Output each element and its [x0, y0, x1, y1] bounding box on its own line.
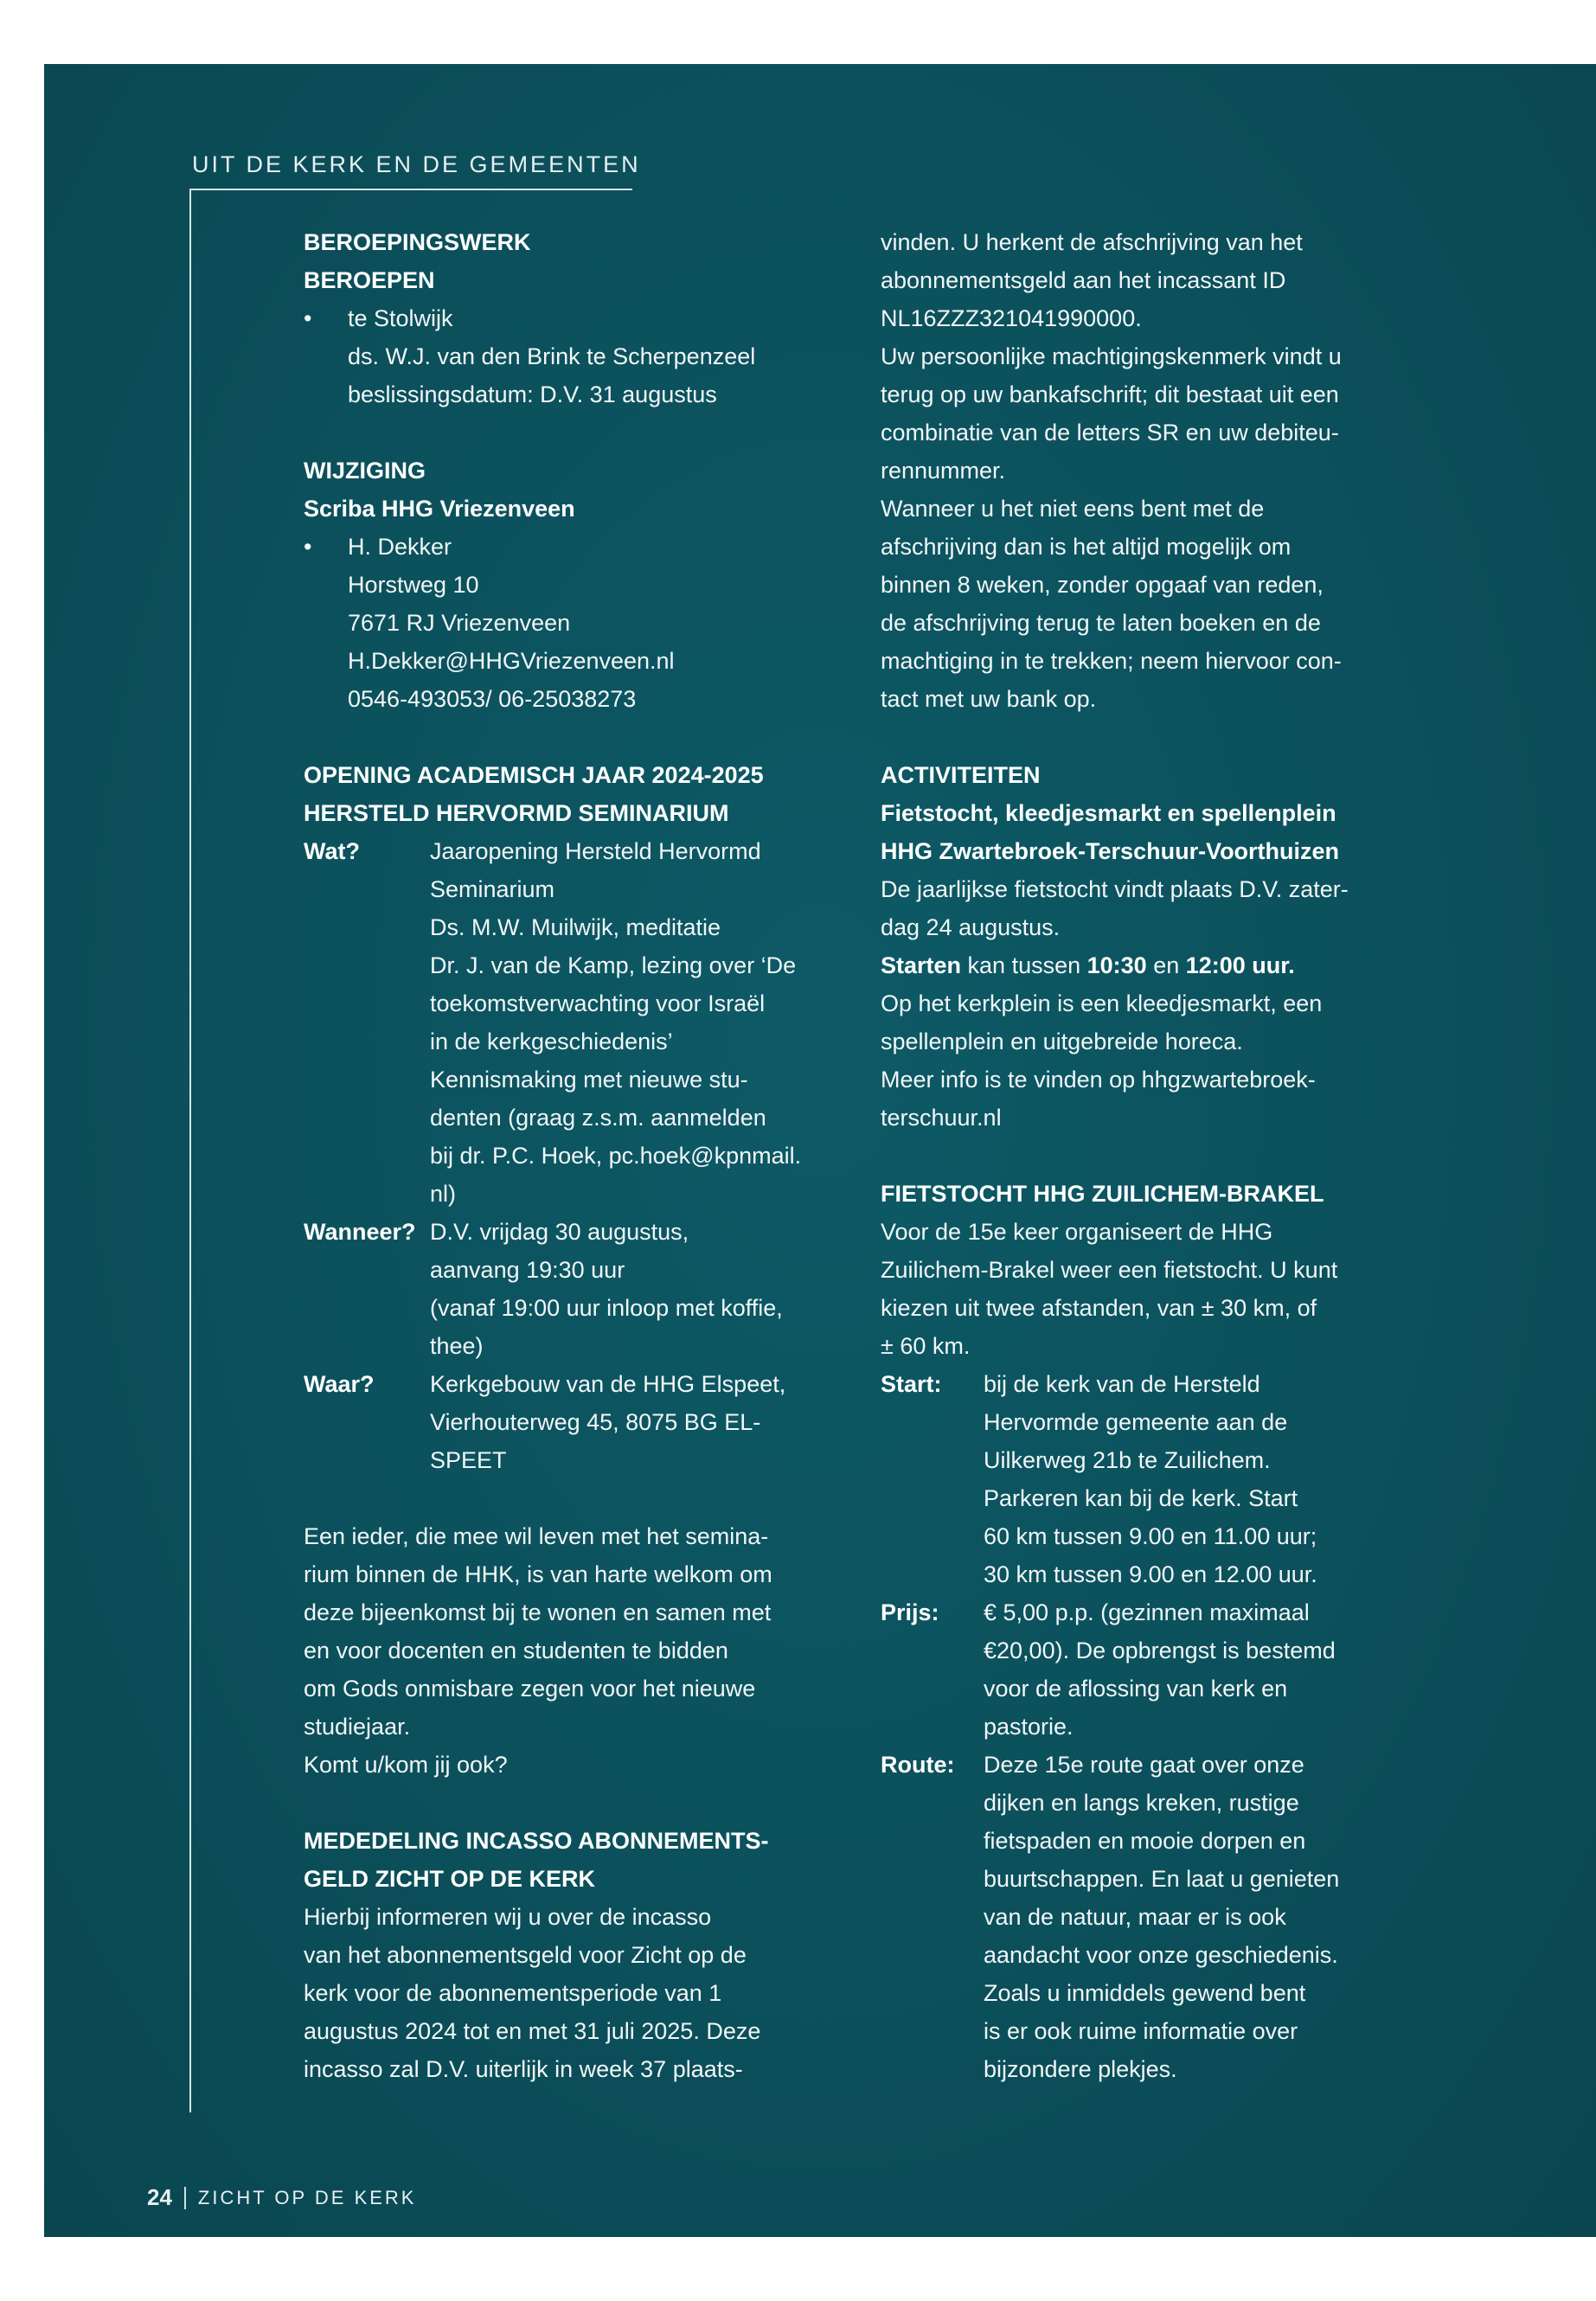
- right-column: [881, 223, 1417, 2088]
- opening-paragraph-line: Komt u/kom jij ook?: [304, 1752, 508, 1778]
- incasso-cont-line: tact met uw bank op.: [881, 686, 1097, 712]
- route-line: bijzondere plekjes.: [984, 2056, 1177, 2082]
- bullet: •: [304, 305, 312, 331]
- opening-paragraph-line: Een ieder, die mee wil leven met het semina-: [304, 1523, 769, 1549]
- opening-paragraph-line: deze bijeenkomst bij te wonen en samen met: [304, 1599, 772, 1625]
- activiteiten-heading: ACTIVITEITEN: [881, 762, 1041, 788]
- fietstocht-line: kiezen uit twee afstanden, van ± 30 km, of: [881, 1295, 1317, 1321]
- wat-line: in de kerkgeschiedenis’: [430, 1029, 673, 1054]
- start-description: [984, 1365, 1417, 1593]
- wijziging-heading: WIJZIGING: [304, 458, 426, 484]
- waar-line: SPEET: [430, 1447, 507, 1473]
- incasso-cont-line: Uw persoonlijke machtigingskenmerk vindt u: [881, 343, 1342, 369]
- activiteiten-line: terschuur.nl: [881, 1105, 1002, 1131]
- start-bold: Starten: [881, 952, 962, 978]
- incasso-cont-line: de afschrijving terug te laten boeken en de: [881, 610, 1321, 636]
- route-line: aandacht voor onze geschiedenis.: [984, 1942, 1338, 1968]
- incasso-line: augustus 2024 tot en met 31 juli 2025. Deze: [304, 2018, 761, 2044]
- beroepen-place: te Stolwijk: [348, 305, 453, 331]
- wijziging-email[interactable]: H.Dekker@HHGVriezenveen.nl: [348, 648, 675, 674]
- wat-line: Dr. J. van de Kamp, lezing over ‘De: [430, 952, 797, 978]
- wat-line: Jaaropening Hersteld Hervormd: [430, 838, 761, 864]
- start-line: Hervormde gemeente aan de: [984, 1409, 1288, 1435]
- wanneer-description: [430, 1213, 840, 1365]
- incasso-cont-line: NL16ZZZ321041990000.: [881, 305, 1142, 331]
- fietstocht-start-row: [881, 1365, 1417, 1593]
- incasso-cont-line: vinden. U herkent de afschrijving van het: [881, 229, 1303, 255]
- incasso-line: kerk voor de abonnementsperiode van 1: [304, 1980, 722, 2006]
- incasso-line: Hierbij informeren wij u over de incasso: [304, 1904, 712, 1930]
- wat-line: denten (graag z.s.m. aanmelden: [430, 1105, 766, 1131]
- wat-line: Ds. M.W. Muilwijk, meditatie: [430, 914, 721, 940]
- opening-paragraph-line: om Gods onmisbare zegen voor het nieuwe: [304, 1676, 756, 1702]
- wanneer-label: Wanneer?: [304, 1219, 416, 1245]
- activiteiten-line: dag 24 augustus.: [881, 914, 1061, 940]
- incasso-cont-line: binnen 8 weken, zonder opgaaf van reden,: [881, 572, 1324, 598]
- wanneer-line: thee): [430, 1333, 484, 1359]
- prijs-label: Prijs:: [881, 1599, 939, 1625]
- incasso-line: van het abonnementsgeld voor Zicht op de: [304, 1942, 747, 1968]
- beroepen-line: beslissingsdatum: D.V. 31 augustus: [348, 381, 717, 407]
- prijs-line: voor de aflossing van kerk en: [984, 1676, 1288, 1702]
- footer-divider: [184, 2187, 186, 2209]
- waar-description: [430, 1365, 840, 1479]
- wanneer-line: (vanaf 19:00 uur inloop met koffie,: [430, 1295, 783, 1321]
- beroepingswerk-heading: BEROEPINGSWERK: [304, 229, 531, 255]
- incasso-cont-line: terug op uw bankafschrift; dit bestaat uit een: [881, 381, 1339, 407]
- opening-heading: HERSTELD HERVORMD SEMINARIUM: [304, 800, 729, 826]
- incasso-line: incasso zal D.V. uiterlijk in week 37 plaats-: [304, 2056, 743, 2082]
- wanneer-line: D.V. vrijdag 30 augustus,: [430, 1219, 689, 1245]
- prijs-line: €20,00). De opbrengst is bestemd: [984, 1638, 1336, 1663]
- wat-line: Kennismaking met nieuwe stu-: [430, 1067, 748, 1093]
- start-line: Uilkerweg 21b te Zuilichem.: [984, 1447, 1271, 1473]
- activiteiten-subheading: HHG Zwartebroek-Terschuur-Voorthuizen: [881, 838, 1340, 864]
- fietstocht-prijs-row: [881, 1593, 1417, 1746]
- activiteiten-start-line: [881, 946, 1417, 984]
- prijs-line: € 5,00 p.p. (gezinnen maximaal: [984, 1599, 1310, 1625]
- route-line: is er ook ruime informatie over: [984, 2018, 1298, 2044]
- route-line: Deze 15e route gaat over onze: [984, 1752, 1304, 1778]
- publication-name: ZICHT OP DE KERK: [197, 2186, 417, 2208]
- beroepen-subheading: BEROEPEN: [304, 267, 435, 293]
- bullet: •: [304, 534, 312, 560]
- fietstocht-heading: FIETSTOCHT HHG ZUILICHEM-BRAKEL: [881, 1181, 1324, 1207]
- incasso-cont-line: combinatie van de letters SR en uw debiteu-: [881, 420, 1339, 445]
- waar-label: Waar?: [304, 1371, 375, 1397]
- left-column: [304, 223, 840, 2088]
- activiteiten-line: Meer info is te vinden op hhgzwartebroek-: [881, 1067, 1316, 1093]
- opening-wat-row: [304, 832, 840, 1213]
- activiteiten-line: spellenplein en uitgebreide horeca.: [881, 1029, 1243, 1054]
- start-label: Start:: [881, 1371, 942, 1397]
- wijziging-phone: 0546-493053/ 06-25038273: [348, 686, 637, 712]
- fietstocht-line: Voor de 15e keer organiseert de HHG: [881, 1219, 1273, 1245]
- route-line: fietspaden en mooie dorpen en: [984, 1828, 1306, 1854]
- beroepen-item: [304, 299, 840, 337]
- route-line: Zoals u inmiddels gewend bent: [984, 1980, 1306, 2006]
- wat-label: Wat?: [304, 838, 360, 864]
- page-number: 24: [147, 2184, 172, 2210]
- prijs-line: pastorie.: [984, 1714, 1074, 1740]
- incasso-cont-line: machtiging in te trekken; neem hiervoor con-: [881, 648, 1342, 674]
- section-underline: [189, 189, 632, 190]
- wijziging-line: Horstweg 10: [348, 572, 479, 598]
- opening-heading: OPENING ACADEMISCH JAAR 2024-2025: [304, 762, 764, 788]
- route-description: [984, 1746, 1417, 2088]
- route-line: dijken en langs kreken, rustige: [984, 1790, 1299, 1816]
- opening-paragraph-line: rium binnen de HHK, is van harte welkom om: [304, 1561, 772, 1587]
- beroepen-line: ds. W.J. van den Brink te Scherpenzeel: [348, 343, 756, 369]
- fietstocht-line: Zuilichem-Brakel weer een fietstocht. U kunt: [881, 1257, 1338, 1283]
- incasso-cont-line: abonnementsgeld aan het incassant ID: [881, 267, 1286, 293]
- incasso-cont-line: afschrijving dan is het altijd mogelijk om: [881, 534, 1292, 560]
- incasso-heading: MEDEDELING INCASSO ABONNEMENTS-: [304, 1828, 769, 1854]
- route-line: buurtschappen. En laat u genieten: [984, 1866, 1340, 1892]
- fietstocht-line: ± 60 km.: [881, 1333, 971, 1359]
- activiteiten-line: De jaarlijkse fietstocht vindt plaats D.V. zater-: [881, 876, 1349, 902]
- waar-line: Kerkgebouw van de HHG Elspeet,: [430, 1371, 786, 1397]
- start-and: en: [1146, 952, 1186, 978]
- section-label: UIT DE KERK EN DE GEMEENTEN: [192, 151, 641, 177]
- incasso-cont-line: Wanneer u het niet eens bent met de: [881, 496, 1265, 522]
- page-footer: [147, 2184, 417, 2211]
- start-line: Parkeren kan bij de kerk. Start: [984, 1485, 1298, 1511]
- start-time-2: 12:00 uur.: [1185, 952, 1295, 978]
- wijziging-item: [304, 528, 840, 566]
- wat-line: toekomstverwachting voor Israël: [430, 990, 766, 1016]
- wijziging-subheading: Scriba HHG Vriezenveen: [304, 496, 575, 522]
- opening-wanneer-row: [304, 1213, 840, 1365]
- wat-line: nl): [430, 1181, 457, 1207]
- incasso-heading: GELD ZICHT OP DE KERK: [304, 1866, 596, 1892]
- wat-description: [430, 832, 840, 1213]
- activiteiten-subheading: Fietstocht, kleedjesmarkt en spellenplein: [881, 800, 1336, 826]
- opening-paragraph-line: en voor docenten en studenten te bidden: [304, 1638, 728, 1663]
- prijs-description: [984, 1593, 1417, 1746]
- route-label: Route:: [881, 1752, 955, 1778]
- start-line: 30 km tussen 9.00 en 12.00 uur.: [984, 1561, 1317, 1587]
- start-line: 60 km tussen 9.00 en 11.00 uur;: [984, 1523, 1317, 1549]
- opening-paragraph-line: studiejaar.: [304, 1714, 411, 1740]
- incasso-cont-line: rennummer.: [881, 458, 1006, 484]
- opening-waar-row: [304, 1365, 840, 1479]
- fietstocht-route-row: [881, 1746, 1417, 2088]
- start-time-1: 10:30: [1086, 952, 1147, 978]
- wijziging-line: 7671 RJ Vriezenveen: [348, 610, 571, 636]
- wat-line: Seminarium: [430, 876, 555, 902]
- wanneer-line: aanvang 19:30 uur: [430, 1257, 625, 1283]
- start-line: bij de kerk van de Hersteld: [984, 1371, 1260, 1397]
- waar-line: Vierhouterweg 45, 8075 BG EL-: [430, 1409, 761, 1435]
- start-mid: kan tussen: [961, 952, 1087, 978]
- wat-line: bij dr. P.C. Hoek, pc.hoek@kpnmail.: [430, 1143, 802, 1169]
- wijziging-name: H. Dekker: [348, 534, 452, 560]
- section-vertical-rule: [189, 189, 191, 2112]
- route-line: van de natuur, maar er is ook: [984, 1904, 1286, 1930]
- activiteiten-line: Op het kerkplein is een kleedjesmarkt, een: [881, 990, 1323, 1016]
